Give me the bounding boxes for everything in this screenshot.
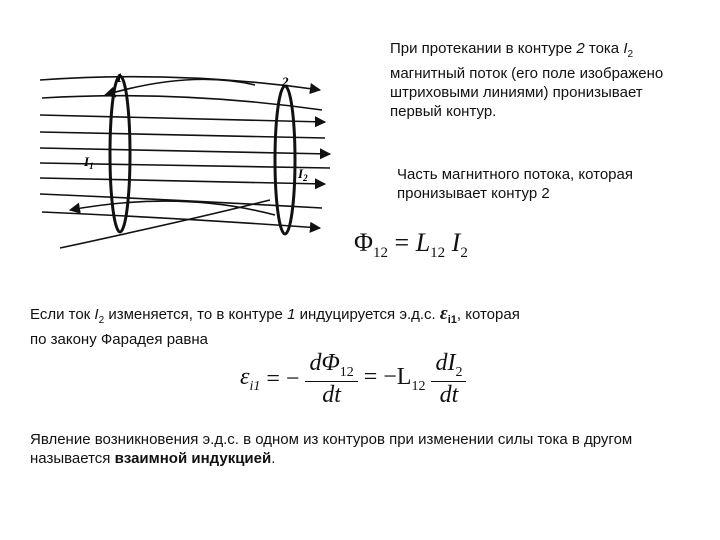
p3-line-2: по закону Фарадея равна (30, 331, 208, 348)
eq2-num2-text: dI (435, 350, 456, 376)
p3-current-sub: 2 (98, 315, 105, 326)
paragraph-mutual-induction-definition (30, 430, 690, 468)
eq1-phi: Φ (354, 228, 374, 257)
p1-current-symbol: I (623, 40, 628, 57)
p4-text-a: Явление возникновения э.д.с. в одном из контуров при изменении силы тока в другом называется (30, 431, 633, 467)
eq2-fraction-2 (431, 350, 466, 409)
p3-emf-symbol: ε (439, 303, 448, 324)
eq1-L: L (415, 228, 431, 257)
p3-current-symbol: I (94, 306, 99, 323)
eq2-num2 (431, 350, 466, 382)
current-2-label: $I_2$ (298, 166, 308, 183)
eq2-den1: dt (322, 381, 341, 408)
p3-text-d: , которая (456, 306, 520, 323)
eq2-fraction-1 (305, 350, 357, 409)
eq2-L-sub: 12 (411, 378, 426, 394)
eq2-eps: ε (240, 364, 250, 390)
loop-1-label: 1 (116, 70, 123, 85)
eq1-equals: = (394, 228, 410, 257)
p3-text-a: Если ток (30, 306, 95, 323)
eq2-den2: dt (439, 381, 459, 408)
eq1-L-sub: 12 (430, 245, 446, 262)
eq1-I: I (451, 228, 461, 257)
paragraph-flux-through-first-loop (390, 39, 690, 121)
eq2-eps-sub: i1 (249, 378, 261, 394)
p4-text-b: . (271, 450, 276, 467)
p3-text-b: изменяется, то в контуре (104, 306, 288, 323)
eq1-I-sub: 2 (460, 245, 468, 262)
eq2-num1-sub: 12 (339, 364, 354, 380)
p1-text-b: тока (584, 40, 624, 57)
eq2-equals-minus-L (364, 364, 426, 395)
p1-loop-number: 2 (576, 40, 585, 57)
eq2-num1-text: dΦ (309, 350, 340, 376)
p1-current-sub: 2 (627, 49, 634, 60)
loop-2-label: 2 (282, 74, 289, 89)
eq2-equals-minus-1: = − (266, 365, 300, 392)
equation-flux (354, 228, 468, 262)
loop-1 (110, 76, 130, 232)
p3-line-1 (30, 304, 690, 330)
paragraph-flux-part: Часть магнитного потока, которая пронизывает контур 2 (397, 166, 633, 202)
p3-text-c: индуцируется э.д.с. (295, 306, 440, 323)
p1-text-a: При протекании в контуре (390, 40, 577, 57)
eq2-num1 (305, 350, 357, 382)
p4-term: взаимной индукцией (114, 450, 272, 467)
loop-2 (275, 86, 295, 234)
p1-text-c: магнитный поток (его поле изображено штриховыми линиями) пронизывает первый контур. (390, 65, 664, 120)
p3-loop-number: 1 (287, 306, 296, 323)
eq1-phi-sub: 12 (373, 245, 389, 262)
paragraph-induced-emf (30, 304, 690, 349)
eq2-emf (240, 364, 260, 395)
eq2-num2-sub: 2 (455, 364, 463, 380)
current-1-label: $I_1$ (84, 154, 94, 171)
equation-faraday (240, 350, 466, 409)
mutual-induction-figure (30, 60, 340, 250)
p3-emf-sub: i1 (447, 314, 457, 326)
eq2-equals-minus-2: = −L (363, 364, 412, 390)
